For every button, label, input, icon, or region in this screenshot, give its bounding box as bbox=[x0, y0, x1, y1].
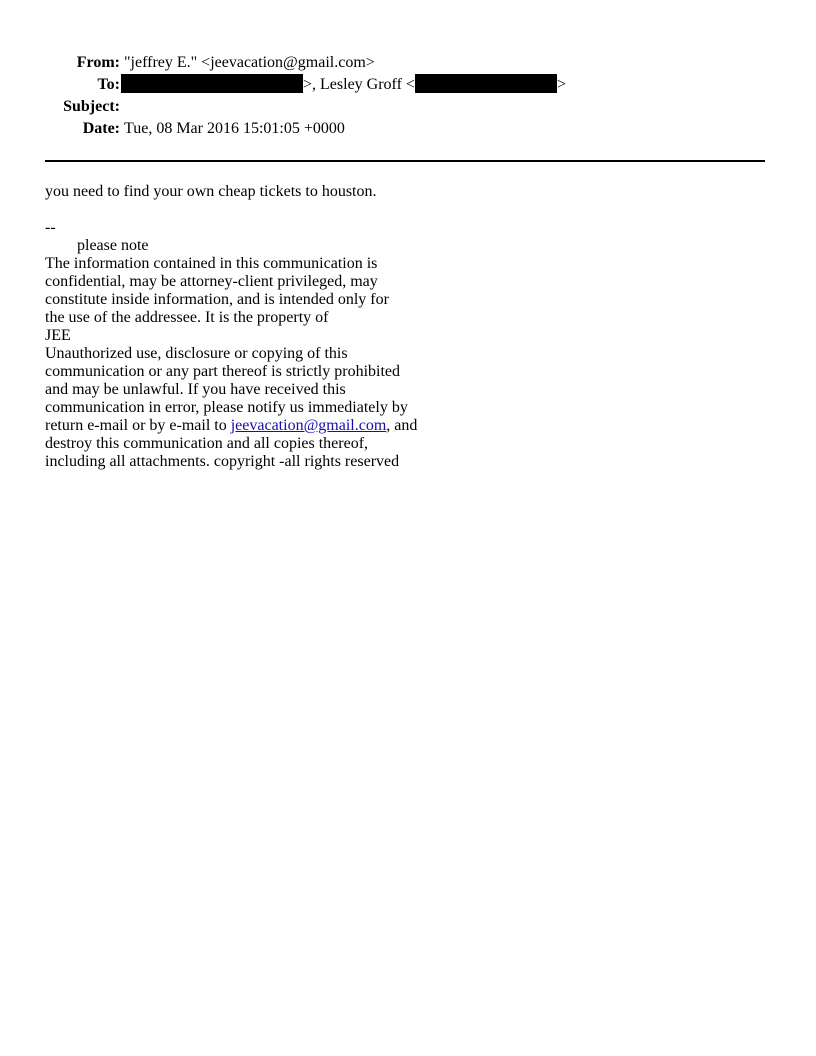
subject-row bbox=[0, 96, 816, 118]
disclaimer-line: destroy this communication and all copies thereof, bbox=[45, 435, 369, 452]
disclaimer-line: Unauthorized use, disclosure or copying of this bbox=[45, 345, 348, 362]
subject-label: Subject: bbox=[63, 98, 120, 115]
redaction-box bbox=[121, 74, 167, 93]
from-row bbox=[0, 52, 816, 74]
blank-line bbox=[45, 201, 745, 219]
to-end: > bbox=[556, 76, 566, 93]
date-label: Date: bbox=[82, 120, 120, 137]
signature-dash: -- bbox=[45, 219, 56, 236]
email-body bbox=[45, 183, 745, 471]
disclaimer-line: communication in error, please notify us immediately by bbox=[45, 399, 408, 416]
to-recipient-separator: >, Lesley Groff < bbox=[303, 76, 415, 93]
disclaimer-line: the use of the addressee. It is the property of bbox=[45, 309, 329, 326]
header-divider bbox=[45, 160, 765, 162]
from-value: "jeffrey E." <jeevacation@gmail.com> bbox=[124, 54, 375, 71]
disclaimer-line: confidential, may be attorney-client privileged, may bbox=[45, 273, 378, 290]
disclaimer-line: constitute inside information, and is intended only for bbox=[45, 291, 389, 308]
from-label: From: bbox=[76, 54, 120, 71]
to-row bbox=[0, 74, 816, 96]
message-text: you need to find your own cheap tickets to houston. bbox=[45, 183, 377, 200]
disclaimer-line: communication or any part thereof is strictly prohibited bbox=[45, 363, 401, 380]
to-label: To: bbox=[97, 76, 120, 93]
disclaimer-line: including all attachments. copyright -all rights reserved bbox=[45, 453, 400, 470]
please-note: please note bbox=[77, 237, 149, 254]
email-link[interactable]: jeevacation@gmail.com bbox=[230, 417, 387, 434]
return-prefix: return e-mail or by e-mail to bbox=[45, 417, 231, 434]
disclaimer-line: JEE bbox=[45, 327, 71, 344]
disclaimer-line: The information contained in this communication is bbox=[45, 255, 378, 272]
email-header bbox=[0, 52, 816, 140]
disclaimer-line: and may be unlawful. If you have received this bbox=[45, 381, 346, 398]
to-value bbox=[121, 74, 566, 96]
redaction-box bbox=[167, 74, 303, 93]
date-value: Tue, 08 Mar 2016 15:01:05 +0000 bbox=[124, 120, 345, 137]
disclaimer-return-line bbox=[45, 417, 745, 435]
return-suffix: , and bbox=[386, 417, 418, 434]
date-row bbox=[0, 118, 816, 140]
redaction-box bbox=[415, 74, 557, 93]
